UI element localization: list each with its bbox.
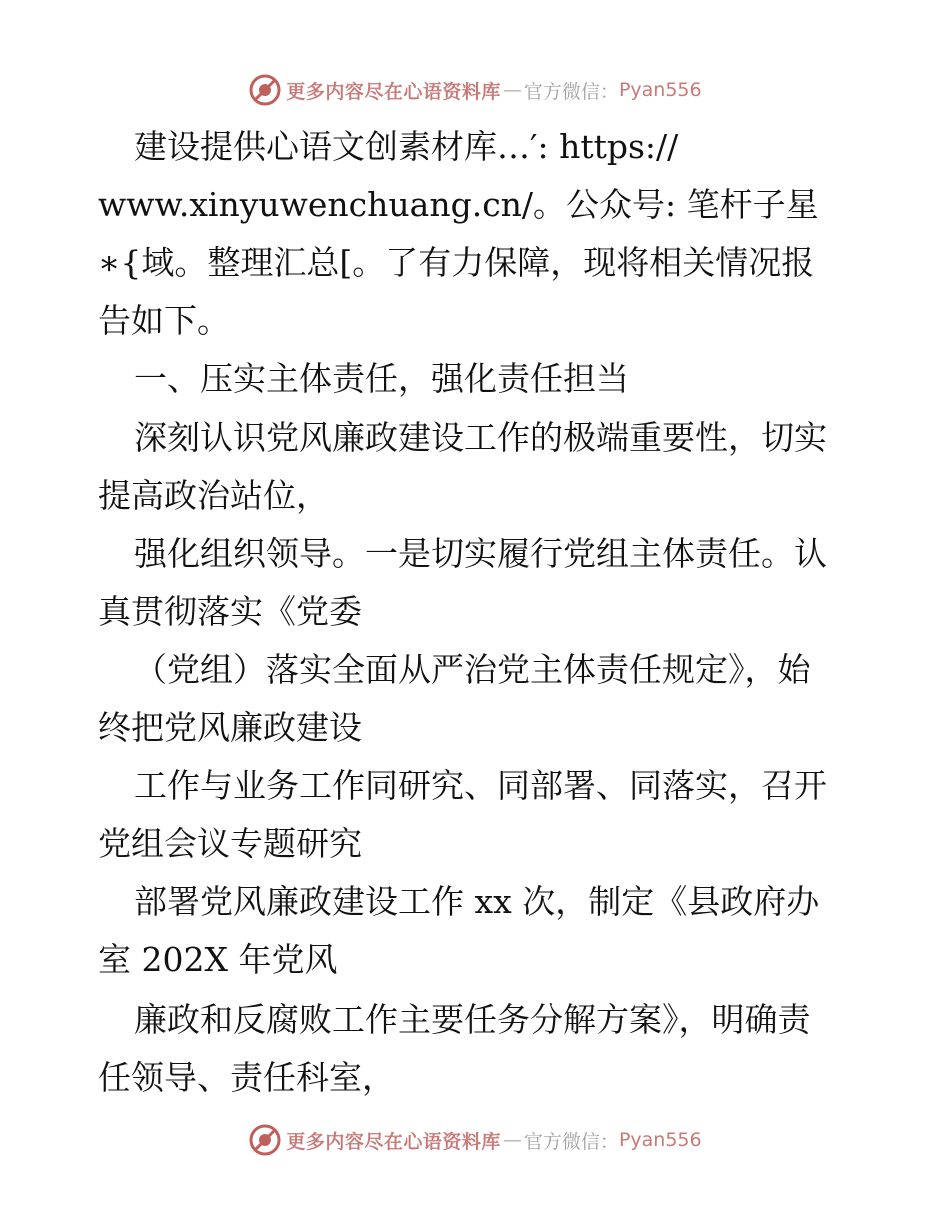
banner-official: 官方微信：	[523, 1130, 619, 1153]
banner-wechat-id: Pyan556	[618, 1129, 702, 1151]
text-line: 终把党风廉政建设	[98, 708, 362, 747]
text-line: 室 202X 年党风	[98, 940, 338, 979]
seal-logo-icon	[248, 1123, 282, 1157]
text-line: 告如下。	[98, 301, 230, 340]
text-line: www.xinyuwenchuang.cn/。公众号: 笔杆子星	[98, 185, 819, 224]
text-line: 建设提供心语文创素材库…′: https://	[134, 127, 679, 166]
text-line: 强化组织领导。一是切实履行党组主体责任。认	[134, 534, 827, 573]
banner-text: 更多内容尽在心语资料库	[286, 80, 501, 103]
banner-dash: —	[502, 79, 522, 101]
seal-logo-icon	[248, 73, 282, 107]
header-banner	[0, 70, 950, 110]
text-line: 工作与业务工作同研究、同部署、同落实，召开	[134, 766, 827, 805]
text-line: 党组会议专题研究	[98, 824, 362, 863]
section-heading: 一、压实主体责任，强化责任担当	[134, 359, 629, 398]
text-line: 部署党风廉政建设工作 xx 次，制定《县政府办	[134, 882, 820, 921]
text-line: 深刻认识党风廉政建设工作的极端重要性，切实	[134, 418, 827, 457]
footer-banner	[0, 1120, 950, 1160]
banner-official: 官方微信：	[523, 80, 619, 103]
banner-wechat-id: Pyan556	[618, 79, 702, 101]
banner-text: 更多内容尽在心语资料库	[286, 1130, 501, 1153]
banner-dash: —	[502, 1129, 522, 1151]
text-line: ∗{域。整理汇总[。了有力保障，现将相关情况报	[98, 243, 815, 282]
text-line: 真贯彻落实《党委	[98, 592, 362, 631]
text-line: 任领导、责任科室，	[98, 1058, 395, 1097]
text-line: 提高政治站位，	[98, 476, 329, 515]
text-line: （党组）落实全面从严治党主体责任规定》，始	[134, 650, 811, 689]
text-line: 廉政和反腐败工作主要任务分解方案》，明确责	[134, 1000, 811, 1039]
